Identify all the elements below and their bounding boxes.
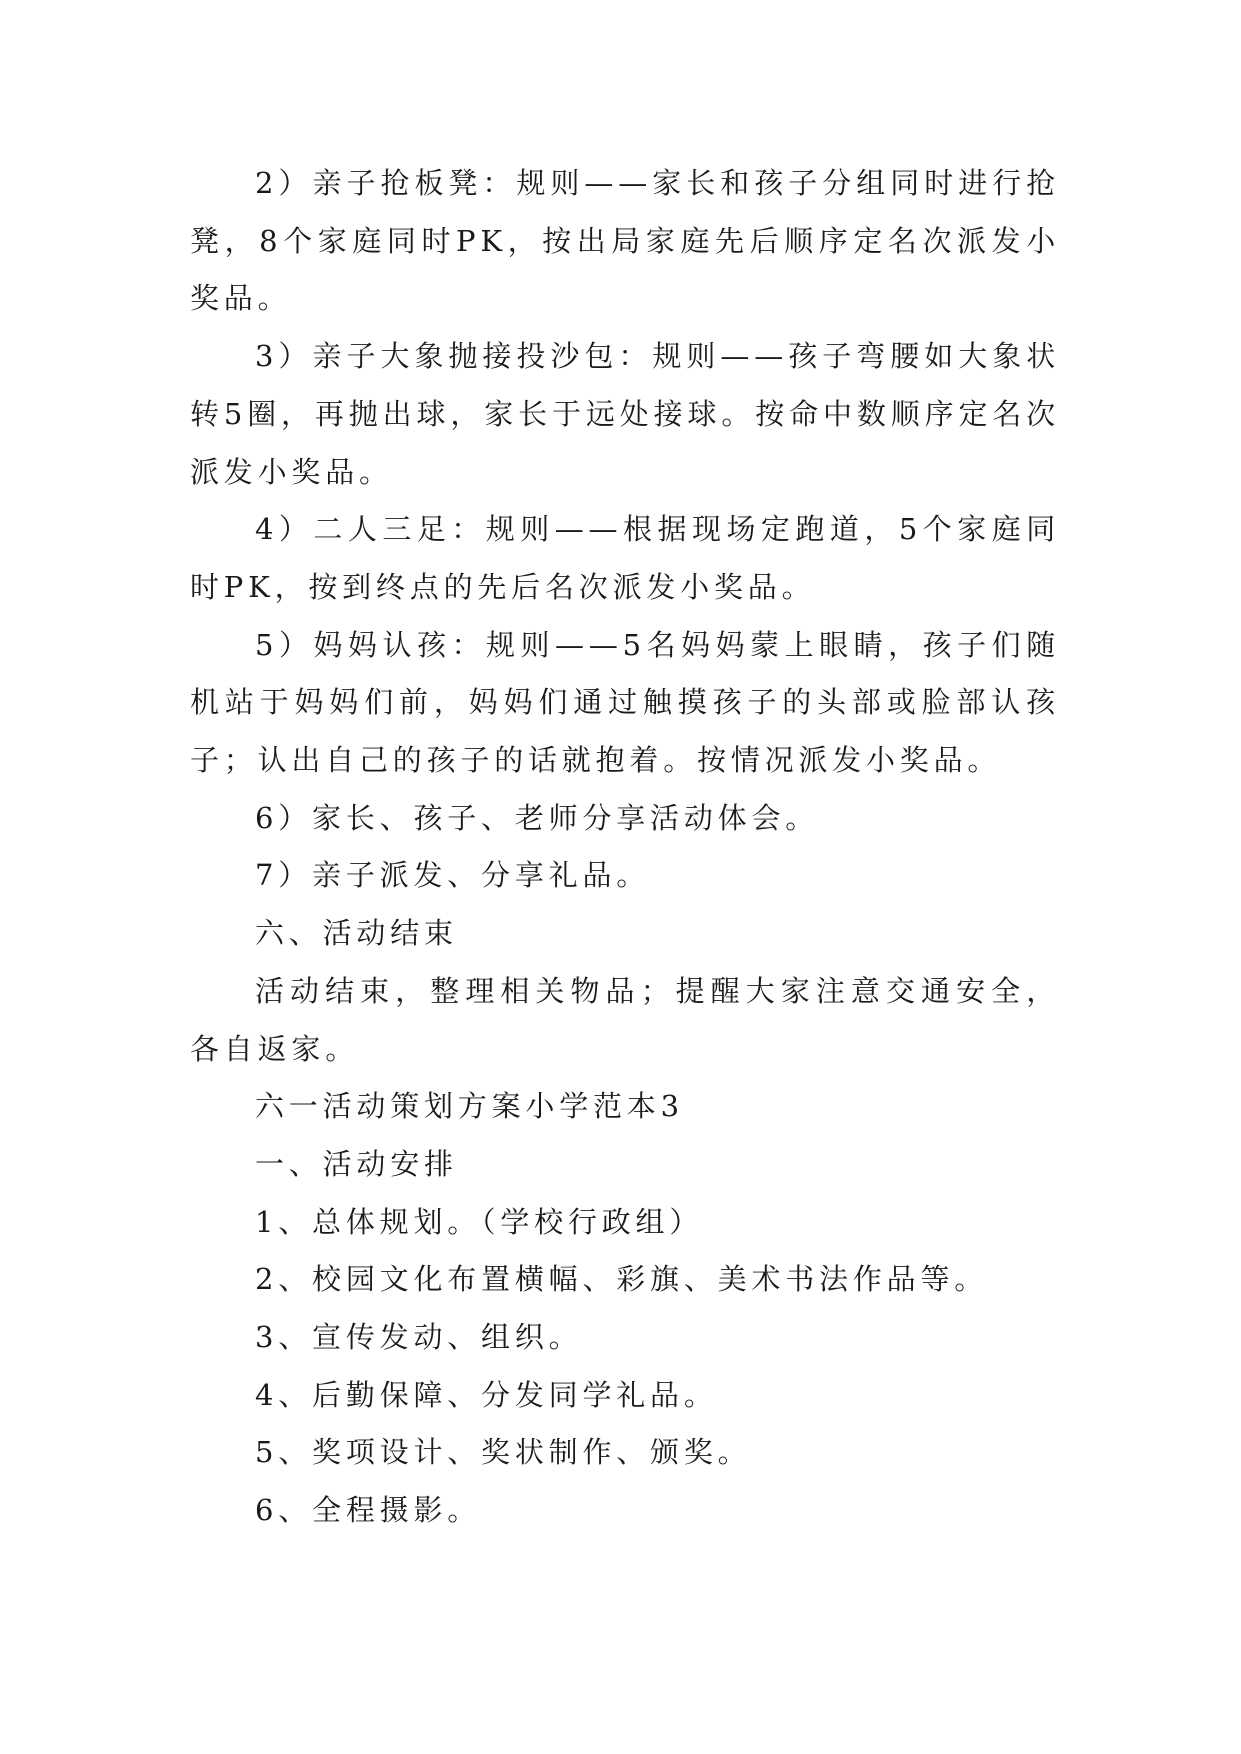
paragraph-game-elephant: 3）亲子大象抛接投沙包：规则——孩子弯腰如大象状转5圈，再抛出球，家长于远处接球。按命中数顺序定名次派发小奖品。 bbox=[190, 339, 1060, 489]
list-item: 5、奖项设计、奖状制作、颁奖。 bbox=[255, 1435, 752, 1470]
list-item: 3、宣传发动、组织。 bbox=[255, 1320, 583, 1355]
list-item: 2、校园文化布置横幅、彩旗、美术书法作品等。 bbox=[255, 1262, 989, 1297]
document-title-sample-3: 六一活动策划方案小学范本3 bbox=[255, 1089, 684, 1124]
paragraph-game-chairs: 2）亲子抢板凳：规则——家长和孩子分组同时进行抢凳，8个家庭同时PK，按出局家庭先后顺序定名次派发小奖品。 bbox=[190, 166, 1060, 316]
section-heading-arrangement: 一、活动安排 bbox=[255, 1146, 458, 1181]
paragraph-game-three-legs: 4）二人三足：规则——根据现场定跑道，5个家庭同时PK，按到终点的先后名次派发小奖品。 bbox=[190, 512, 1060, 604]
paragraph-end: 活动结束，整理相关物品；提醒大家注意交通安全，各自返家。 bbox=[190, 973, 1060, 1066]
list-item: 6、全程摄影。 bbox=[255, 1493, 482, 1528]
section-heading-end: 六、活动结束 bbox=[255, 916, 458, 951]
paragraph-share-gifts: 7）亲子派发、分享礼品。 bbox=[255, 858, 651, 893]
list-item: 1、总体规划。（学校行政组） bbox=[255, 1204, 704, 1239]
paragraph-share-experience: 6）家长、孩子、老师分享活动体会。 bbox=[255, 800, 820, 835]
list-item: 4、后勤保障、分发同学礼品。 bbox=[255, 1377, 718, 1412]
document-body bbox=[190, 155, 1060, 1540]
paragraph-game-mother: 5）妈妈认孩：规则——5名妈妈蒙上眼睛，孩子们随机站于妈妈们前，妈妈们通过触摸孩子的头部或脸部认孩子；认出自己的孩子的话就抱着。按情况派发小奖品。 bbox=[190, 627, 1060, 778]
